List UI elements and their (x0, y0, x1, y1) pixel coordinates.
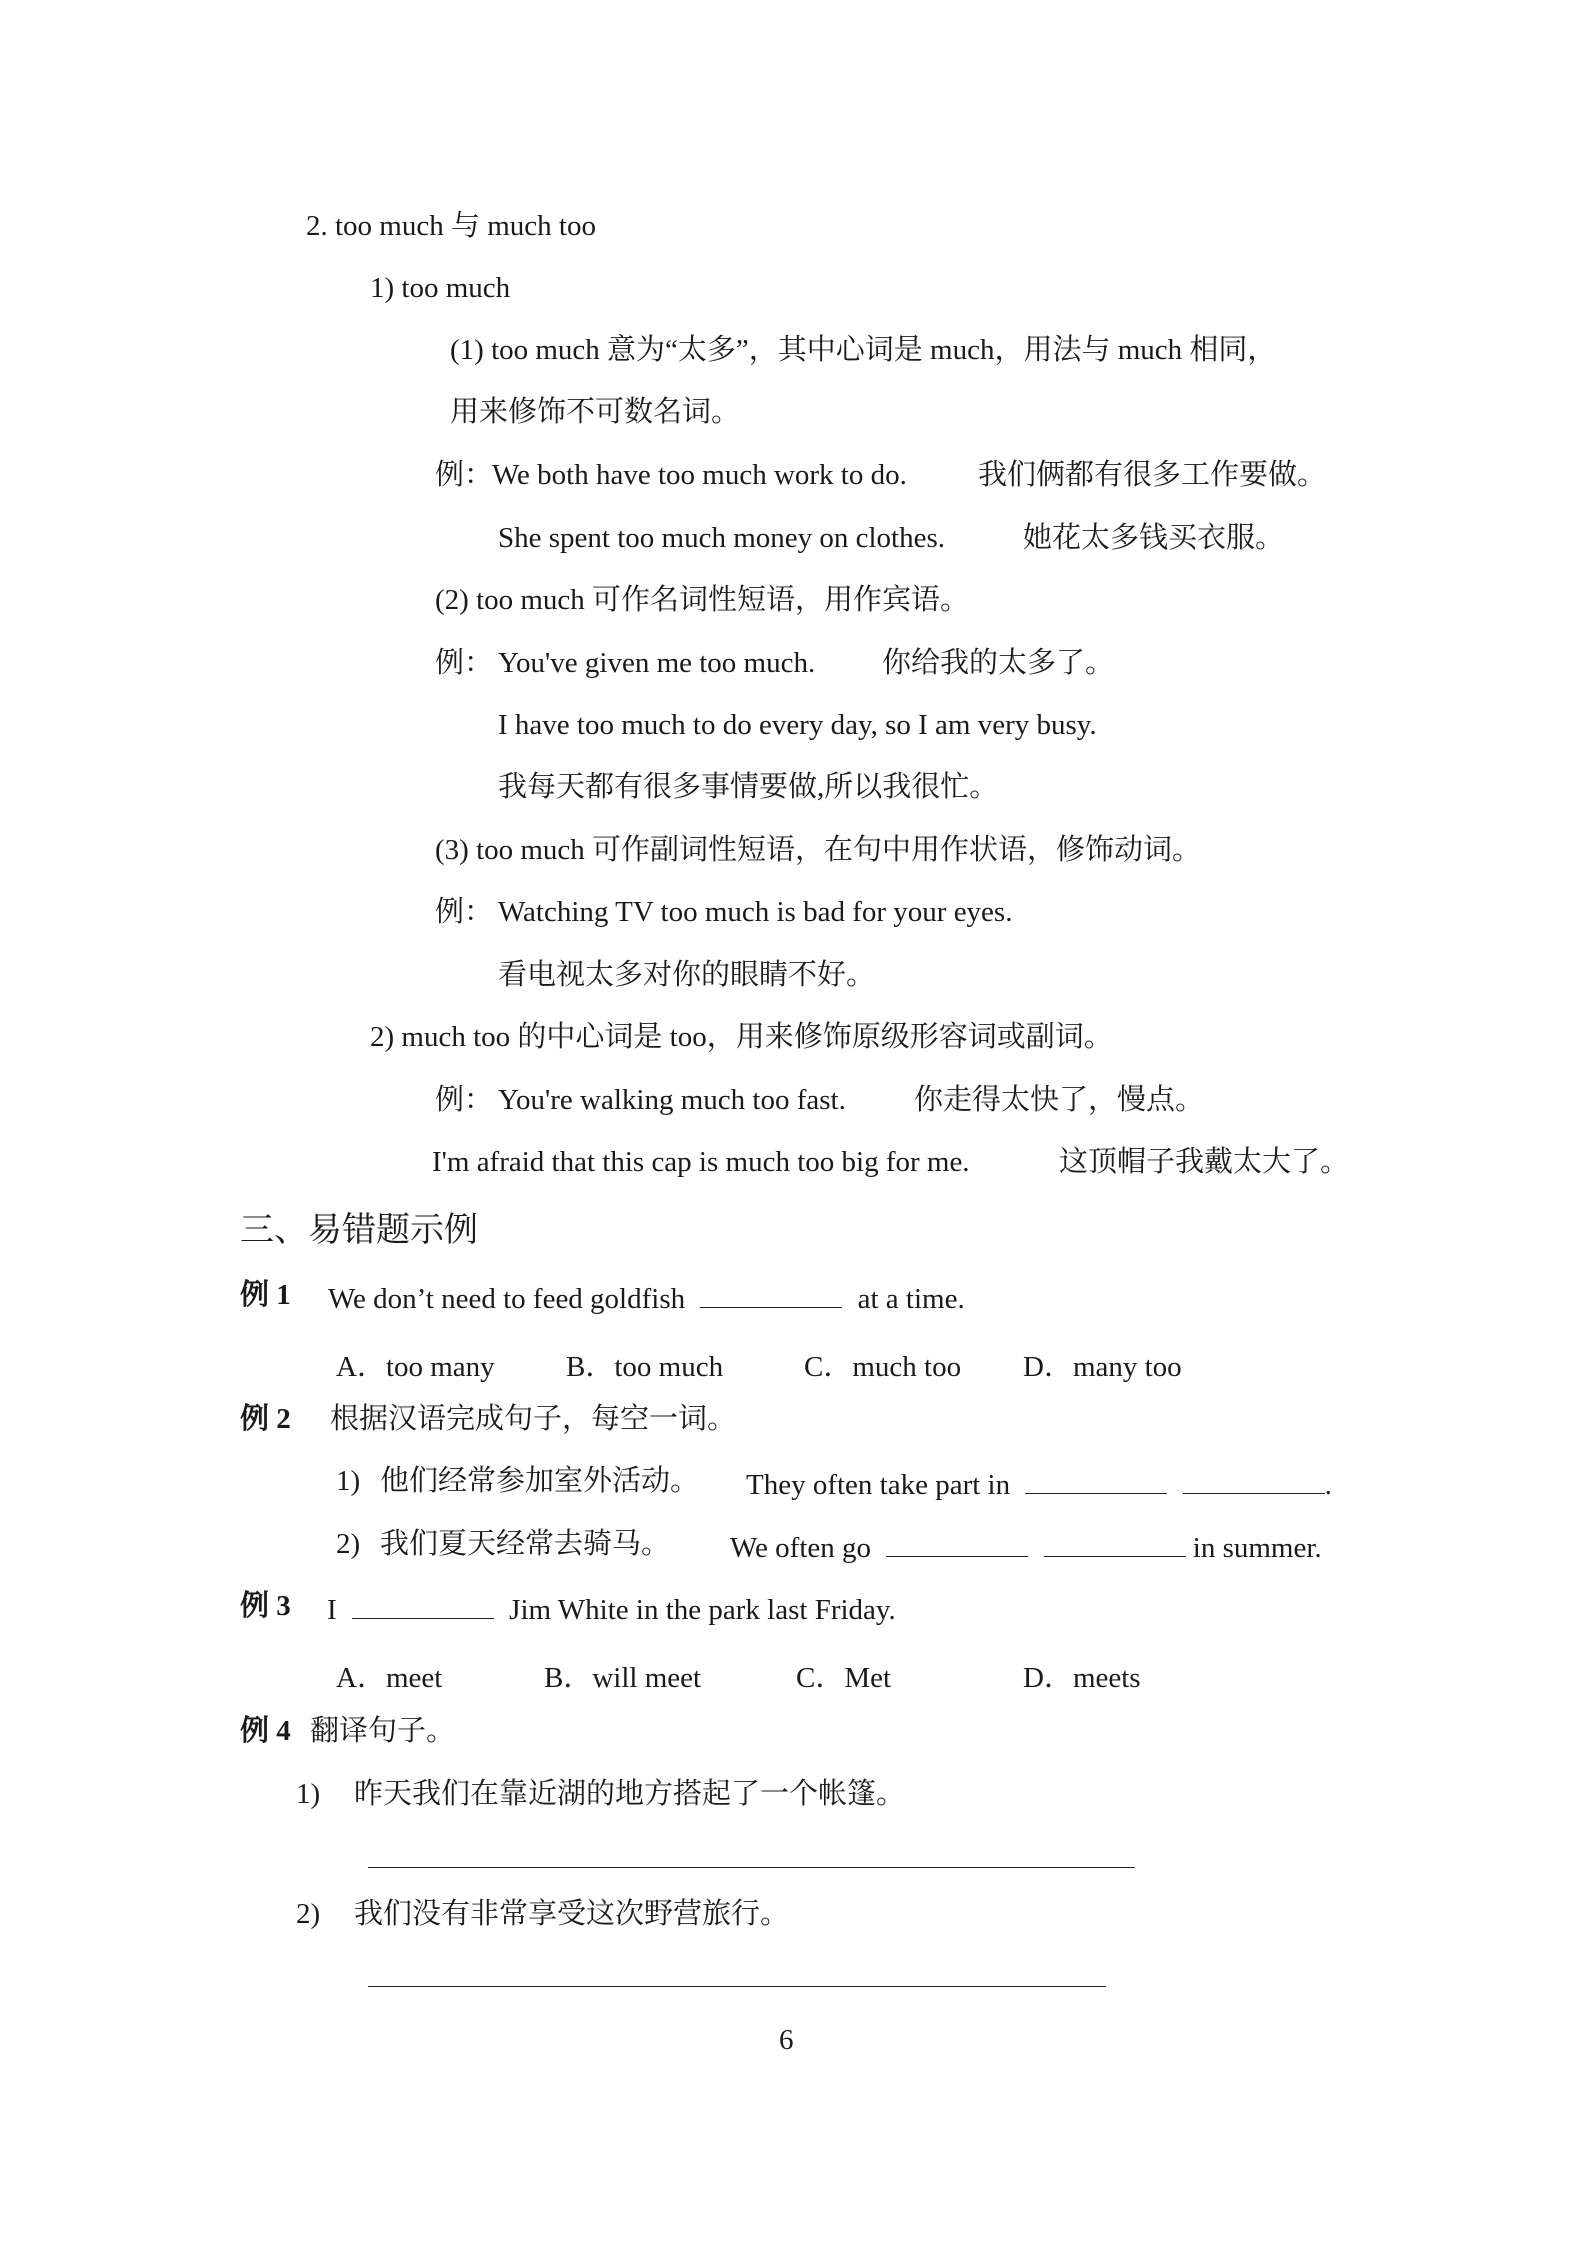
section-heading: 2. too much 与 much too (306, 210, 596, 242)
option-c[interactable]: C．Met (796, 1662, 892, 1694)
option-d[interactable]: D．meets (1023, 1662, 1141, 1694)
example-english: We both have too much work to do. (492, 459, 907, 491)
option-a[interactable]: A．meet (336, 1662, 443, 1694)
paragraph-line: 用来修饰不可数名词。 (450, 396, 741, 428)
paragraph-line: (1) too much 意为“太多”，其中心词是 much，用法与 much 相同， (450, 334, 1277, 366)
option-b[interactable]: B．too much (566, 1351, 724, 1383)
sub-question-english (730, 1530, 1322, 1563)
example-english: Watching TV too much is bad for your eyes. (498, 896, 1013, 928)
option-b[interactable]: B．will meet (544, 1662, 702, 1694)
example-english: She spent too much money on clothes. (498, 522, 946, 554)
example-chinese: 看电视太多对你的眼睛不好。 (498, 959, 876, 991)
example-english: You've given me too much. (498, 647, 816, 679)
sub-question-number: 1) (336, 1465, 361, 1497)
sub-question-number: 2) (296, 1898, 321, 1930)
question-label: 例 3 (240, 1590, 291, 1622)
question-instruction: 根据汉语完成句子，每空一词。 (330, 1403, 737, 1435)
answer-blank[interactable] (886, 1530, 1028, 1557)
example-label: 例： (435, 896, 494, 928)
paragraph-line: (3) too much 可作副词性短语，在句中用作状语，修饰动词。 (435, 834, 1202, 866)
question-text (327, 1592, 896, 1625)
sub-question-english (746, 1467, 1332, 1500)
example-english: I have too much to do every day, so I am very busy. (498, 709, 1097, 741)
question-instruction: 翻译句子。 (310, 1715, 456, 1747)
example-chinese: 她花太多钱买衣服。 (1023, 522, 1285, 554)
sub-question-number: 2) (336, 1528, 361, 1560)
example-chinese: 这顶帽子我戴太大了。 (1059, 1146, 1350, 1178)
subsection-heading: 1) too much (370, 272, 511, 304)
question-label: 例 4 (240, 1715, 291, 1747)
subsection-heading: 2) much too 的中心词是 too，用来修饰原级形容词或副词。 (370, 1021, 1113, 1053)
sub-question-number: 1) (296, 1778, 321, 1810)
answer-blank[interactable] (700, 1281, 842, 1308)
question-text-after: at a time. (857, 1283, 965, 1316)
question-text-after: Jim White in the park last Friday. (509, 1594, 896, 1627)
section-heading: 三、易错题示例 (240, 1212, 478, 1249)
example-english: I'm afraid that this cap is much too big for me. (432, 1146, 970, 1178)
example-chinese: 你给我的太多了。 (882, 647, 1115, 679)
example-chinese: 我们俩都有很多工作要做。 (978, 459, 1327, 491)
option-c[interactable]: C．much too (804, 1351, 962, 1383)
option-a[interactable]: A．too many (336, 1351, 495, 1383)
page-number: 6 (779, 2024, 794, 2056)
question-text (328, 1281, 965, 1314)
question-text-before: I (327, 1594, 337, 1627)
answer-blank[interactable] (352, 1592, 494, 1619)
answer-line[interactable] (368, 1986, 1106, 1987)
sub-question-english-before: We often go (730, 1532, 872, 1565)
example-label: 例： (435, 459, 494, 491)
sub-question-chinese: 昨天我们在靠近湖的地方搭起了一个帐篷。 (354, 1778, 906, 1810)
paragraph-line: (2) too much 可作名词性短语，用作宾语。 (435, 584, 970, 616)
sub-question-chinese: 他们经常参加室外活动。 (380, 1465, 700, 1497)
question-label: 例 2 (240, 1403, 291, 1435)
answer-blank[interactable] (1044, 1530, 1186, 1557)
example-label: 例： (435, 1084, 494, 1116)
sub-question-english-after: in summer. (1192, 1532, 1322, 1565)
question-text-before: We don’t need to feed goldfish (328, 1283, 686, 1316)
answer-blank[interactable] (1025, 1467, 1167, 1494)
example-label: 例： (435, 647, 494, 679)
example-english: You're walking much too fast. (498, 1084, 846, 1116)
example-chinese: 我每天都有很多事情要做,所以我很忙。 (498, 771, 999, 803)
option-d[interactable]: D．many too (1023, 1351, 1182, 1383)
example-chinese: 你走得太快了，慢点。 (914, 1084, 1205, 1116)
sub-question-chinese: 我们没有非常享受这次野营旅行。 (354, 1898, 790, 1930)
sub-question-chinese: 我们夏天经常去骑马。 (380, 1528, 671, 1560)
sub-question-english-after: . (1324, 1469, 1332, 1502)
answer-blank[interactable] (1183, 1467, 1325, 1494)
sub-question-english-before: They often take part in (746, 1469, 1011, 1502)
question-label: 例 1 (240, 1279, 291, 1311)
answer-line[interactable] (368, 1867, 1135, 1868)
